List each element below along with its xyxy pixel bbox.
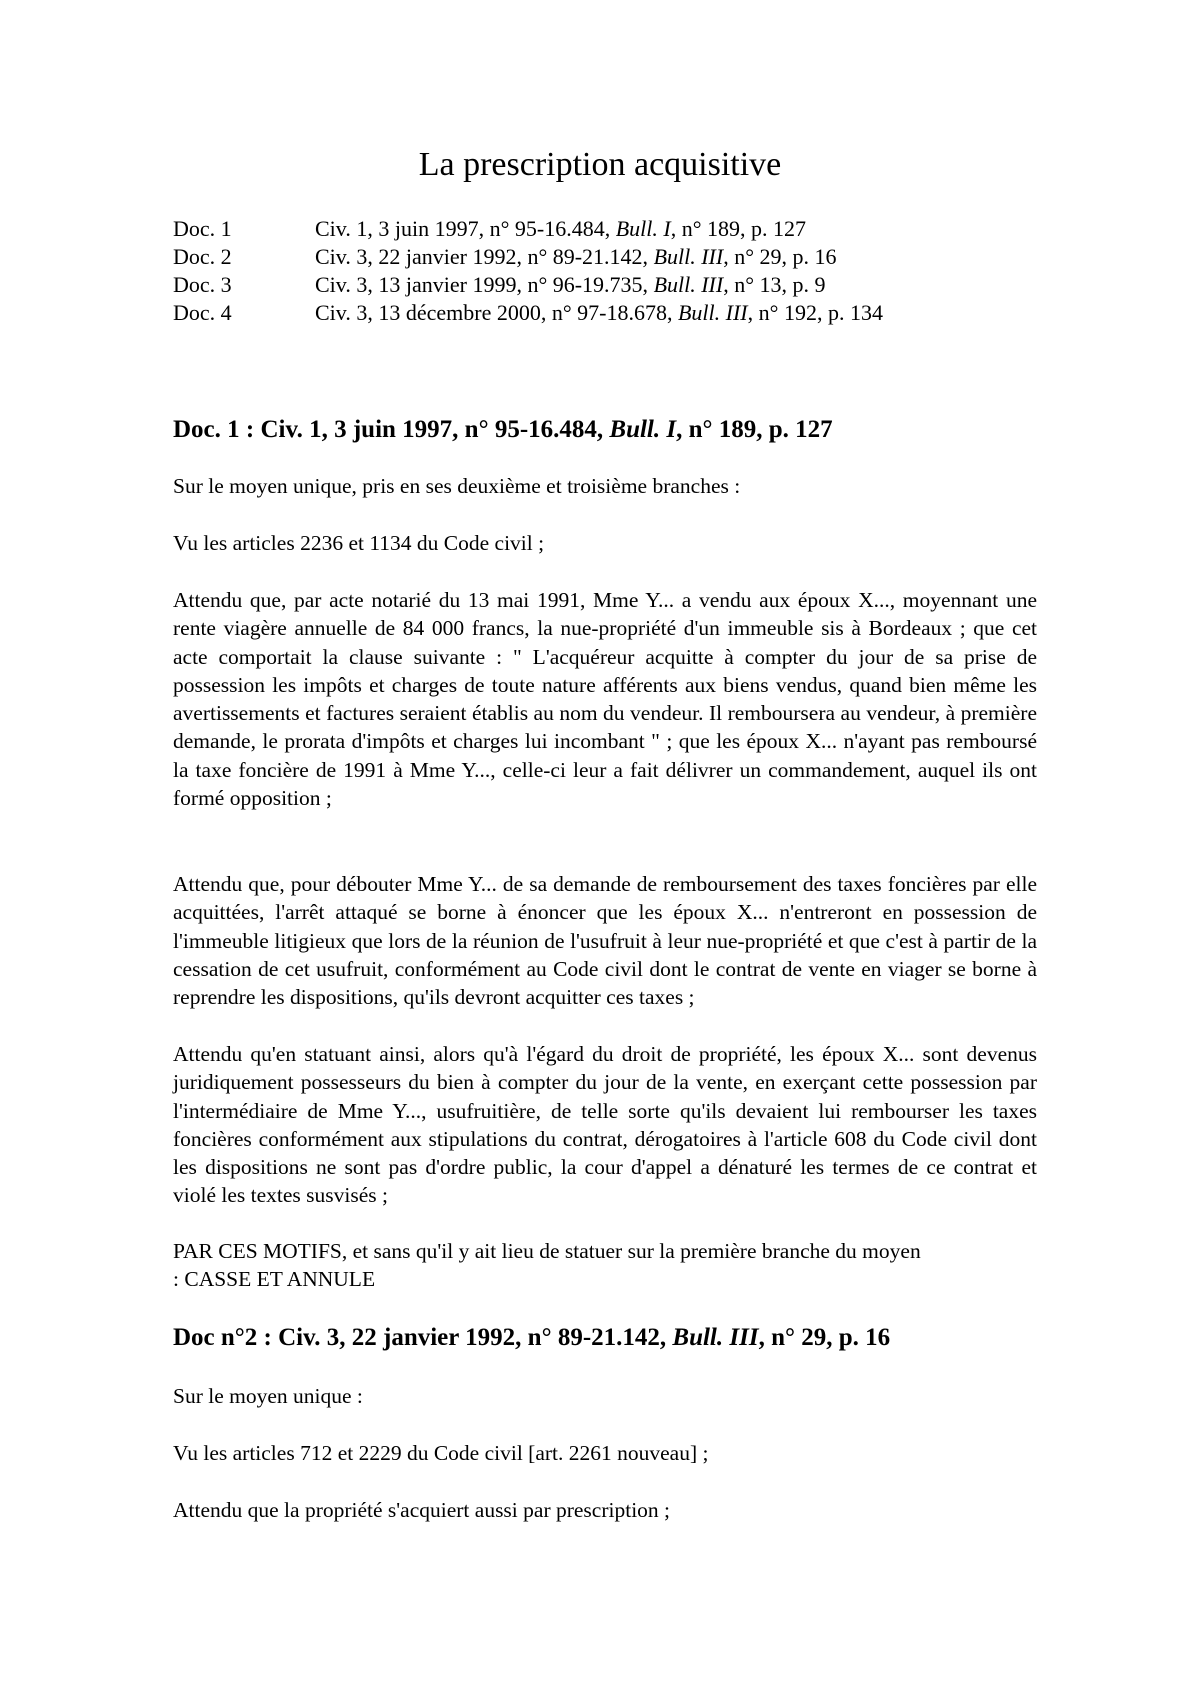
toc-row	[173, 271, 1053, 299]
toc-reference	[315, 215, 1053, 243]
doc1-dispositif-line-1: PAR CES MOTIFS, et sans qu'il y ait lieu de statuer sur la première branche du moyen	[173, 1239, 921, 1263]
table-of-contents	[173, 215, 1053, 327]
toc-ref-page: , n° 29, p. 16	[723, 244, 837, 269]
toc-ref-text: Civ. 3, 13 janvier 1999, n° 96-19.735,	[315, 272, 654, 297]
doc1-paragraph-4: Attendu que, pour débouter Mme Y... de sa demande de remboursement des taxes foncières par elle acquittées, l'arrêt attaqué se borne à énoncer que les époux X... n'entreront en possession de l'immeuble litigieux que lors de la réunion de l'usufruit à leur nue-propriété et que c'est à partir de la cessation de cet usufruit, conformément au Code civil dont le contrat de vente en viager se borne à reprendre les dispositions, qu'ils devront acquitter ces taxes ;	[173, 872, 1037, 1010]
toc-bulletin: Bull. III	[653, 244, 724, 269]
toc-ref-page: , n° 13, p. 9	[723, 272, 826, 297]
doc2-paragraph-1: Sur le moyen unique :	[173, 1384, 363, 1408]
doc2-heading-page: , n° 29, p. 16	[758, 1324, 891, 1351]
toc-row	[173, 243, 1053, 271]
doc1-heading-text: Doc. 1 : Civ. 1, 3 juin 1997, n° 95-16.484,	[173, 416, 610, 443]
document-title: La prescription acquisitive	[418, 146, 782, 183]
toc-reference	[315, 299, 1053, 327]
doc2-paragraph-3: Attendu que la propriété s'acquiert aussi par prescription ;	[173, 1498, 671, 1522]
doc1-heading	[173, 415, 1037, 445]
doc1-heading-page: , n° 189, p. 127	[676, 416, 833, 443]
toc-ref-page: , n° 192, p. 134	[747, 300, 883, 325]
toc-bulletin: Bull. III	[677, 300, 748, 325]
doc1-paragraph-3: Attendu que, par acte notarié du 13 mai 1991, Mme Y... a vendu aux époux X..., moyennant une rente viagère annuelle de 84 000 francs, la nue-propriété d'un immeuble sis à Bordeaux ; que cet acte comportait la clause suivante : " L'acquéreur acquitte à compter du jour de sa prise de possession les impôts et charges de toute nature afférents aux biens vendus, quand bien même les avertissements et factures seraient établis au nom du vendeur. Il remboursera au vendeur, à première demande, le prorata d'impôts et charges lui incombant " ; que les époux X... n'ayant pas remboursé la taxe foncière de 1991 à Mme Y..., celle-ci leur a fait délivrer un commandement, auquel ils ont formé opposition ;	[173, 588, 1037, 811]
toc-bulletin: Bull. III	[653, 272, 724, 297]
toc-bulletin: Bull. I	[615, 216, 671, 241]
doc2-heading-bulletin: Bull. III	[672, 1324, 759, 1351]
doc2-heading-text: Doc n°2 : Civ. 3, 22 janvier 1992, n° 89-21.142,	[173, 1324, 673, 1351]
toc-label: Doc. 4	[173, 300, 232, 325]
toc-label: Doc. 2	[173, 244, 232, 269]
doc1-paragraph-1: Sur le moyen unique, pris en ses deuxième et troisième branches :	[173, 474, 741, 498]
toc-reference	[315, 271, 1053, 299]
doc1-heading-bulletin: Bull. I	[609, 416, 677, 443]
toc-label: Doc. 1	[173, 216, 232, 241]
toc-ref-text: Civ. 3, 22 janvier 1992, n° 89-21.142,	[315, 244, 654, 269]
toc-label: Doc. 3	[173, 272, 232, 297]
doc2-paragraph-2: Vu les articles 712 et 2229 du Code civil [art. 2261 nouveau] ;	[173, 1441, 709, 1465]
toc-row	[173, 299, 1053, 327]
toc-ref-page: , n° 189, p. 127	[670, 216, 807, 241]
doc1-paragraph-5: Attendu qu'en statuant ainsi, alors qu'à l'égard du droit de propriété, les époux X... sont devenus juridiquement possesseurs du bien à compter du jour de la vente, en exerçant cette possession par l'intermédiaire de Mme Y..., usufruitière, de telle sorte qu'ils devaient lui rembourser les taxes foncières conformément aux stipulations du contrat, dérogatoires à l'article 608 du Code civil dont les dispositions ne sont pas d'ordre public, la cour d'appel a dénaturé les termes de ce contrat et violé les textes susvisés ;	[173, 1042, 1037, 1208]
doc1-paragraph-2: Vu les articles 2236 et 1134 du Code civil ;	[173, 531, 545, 555]
toc-row	[173, 215, 1053, 243]
toc-ref-text: Civ. 3, 13 décembre 2000, n° 97-18.678,	[315, 300, 678, 325]
doc2-heading	[173, 1323, 1037, 1353]
doc1-dispositif-line-2: : CASSE ET ANNULE	[173, 1267, 376, 1291]
toc-ref-text: Civ. 1, 3 juin 1997, n° 95-16.484,	[315, 216, 616, 241]
toc-reference	[315, 243, 1053, 271]
